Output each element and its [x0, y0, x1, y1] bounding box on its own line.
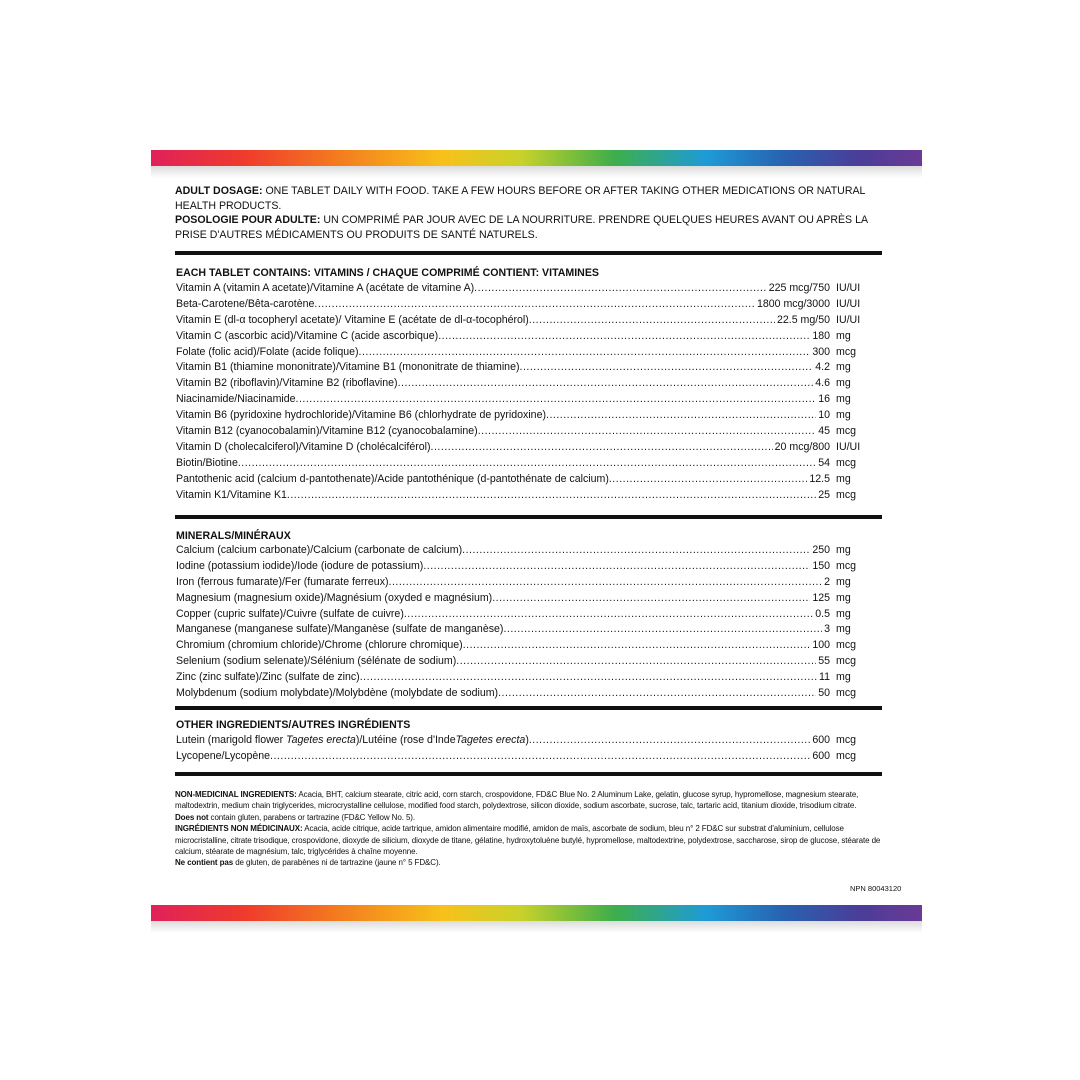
list-item — [176, 575, 870, 591]
ingredient-unit: mcg — [836, 345, 857, 358]
dot-leader — [270, 749, 810, 765]
ingredient-amount: 180 — [812, 329, 830, 342]
ingredient-name: Calcium (calcium carbonate)/Calcium (carbonate de calcium) — [176, 544, 463, 556]
ingredient-name: Chromium (chromium chloride)/Chrome (chlorure chromique) — [176, 639, 463, 652]
list-item — [176, 360, 870, 376]
ingredient-unit: IU/UI — [836, 440, 861, 453]
ingredient-unit: mg — [836, 671, 851, 684]
ingredient-name: Vitamin D (cholecalciferol)/Vitamine D (cholécalciférol) — [176, 440, 431, 453]
list-item — [176, 392, 870, 408]
ingredient-unit: mg — [836, 591, 851, 604]
ingredient-unit: mg — [836, 544, 851, 556]
dot-leader — [287, 488, 816, 504]
ingredient-name: Magnesium (magnesium oxide)/Magnésium (oxyded e magnésium) — [176, 591, 493, 604]
list-item-lycopene — [176, 749, 870, 765]
ingredient-unit: mg — [836, 377, 851, 390]
list-item — [176, 456, 870, 472]
dot-leader — [456, 654, 816, 670]
list-item-lutein — [176, 733, 870, 749]
dot-leader — [462, 543, 810, 559]
ingredient-unit: mcg — [836, 488, 857, 501]
list-item — [176, 376, 870, 392]
dosage-en-text: ONE TABLET DAILY WITH FOOD. TAKE A FEW HOURS BEFORE OR AFTER TAKING OTHER MEDICATIONS OR NATURAL HEALTH PRODUCTS. — [175, 185, 866, 212]
ingredient-unit: mg — [836, 409, 851, 422]
dot-leader — [546, 408, 816, 424]
ingredient-name: Lycopene/Lycopène — [176, 749, 271, 762]
ingredient-amount: 16 — [818, 393, 830, 406]
ingredient-unit: mg — [836, 329, 851, 342]
dot-leader — [404, 607, 813, 623]
ingredient-amount: 1800 mcg/3000 — [756, 297, 830, 310]
nmi-en: NON-MEDICINAL INGREDIENTS: Acacia, BHT, calcium stearate, citric acid, corn starch, crospovidone, FD&C Blue No. 2 Aluminum Lake, gelatin, glucose syrup, hypromellose, magnesium stearate, maltodextrin, medium chain triglycerides, microcrystalline cellulose, modified food starch, polydextrose, silicon dioxide, sodium ascorbate, sucrose, talc, tartaric acid, titanium dioxide, trisodium citrate. — [175, 790, 859, 811]
dosage-fr-label: POSOLOGIE POUR ADULTE: — [175, 214, 321, 227]
ingredient-name: Selenium (sodium selenate)/Sélénium (sélénate de sodium) — [176, 655, 457, 668]
ingredient-name: Folate (folic acid)/Folate (acide folique) — [176, 345, 359, 358]
dot-leader — [474, 281, 767, 297]
ingredient-unit: mg — [836, 623, 851, 636]
ingredient-amount: 50 — [818, 687, 830, 700]
ingredient-amount: 250 — [812, 544, 830, 556]
dot-leader — [438, 329, 810, 345]
dot-leader — [359, 345, 811, 361]
minerals-heading: MINERALS/MINÉRAUX — [176, 530, 291, 542]
ingredient-amount: 11 — [819, 671, 830, 684]
ingredient-unit: IU/UI — [836, 282, 861, 294]
dot-leader — [609, 472, 808, 488]
list-item — [176, 559, 870, 575]
ingredient-name: Vitamin E (dl-α tocopheryl acetate)/ Vitamine E (acétate de dl-α-tocophérol) — [176, 313, 529, 326]
ingredient-unit: mg — [836, 472, 851, 485]
ingredient-unit: mcg — [836, 734, 857, 746]
dot-leader — [423, 559, 810, 575]
ingredient-amount: 600 — [812, 734, 830, 746]
list-item — [176, 408, 870, 424]
divider-rule — [175, 772, 882, 776]
list-item — [176, 472, 870, 488]
list-item — [176, 424, 870, 440]
ingredient-amount: 0.5 — [815, 607, 830, 620]
dot-leader — [238, 456, 816, 472]
ingredient-unit: mg — [836, 361, 851, 374]
dosage-en-label: ADULT DOSAGE: — [175, 185, 263, 197]
dot-leader — [503, 622, 822, 638]
list-item — [176, 488, 870, 504]
ingredient-amount: 54 — [818, 456, 830, 469]
ingredient-name: Pantothenic acid (calcium d-pantothenate)/Acide pantothénique (d-pantothénate de calcium) — [176, 472, 609, 485]
ingredient-amount: 150 — [812, 559, 830, 572]
dot-leader — [296, 392, 817, 408]
ingredient-unit: mg — [836, 607, 851, 620]
does-not-contain-fr: Ne contient pas de gluten, de parabènes ni de tartrazine (jaune n° 5 FD&C). — [175, 858, 441, 868]
ingredient-name: Vitamin A (vitamin A acetate)/Vitamine A (acétate de vitamine A) — [176, 282, 475, 294]
list-item — [176, 591, 870, 607]
dot-leader — [431, 440, 773, 456]
ingredient-unit: mcg — [836, 425, 857, 438]
ingredient-amount: 2 — [824, 575, 830, 588]
list-item — [176, 281, 870, 297]
ingredient-unit: mg — [836, 575, 851, 588]
ingredient-amount: 225 mcg/750 — [768, 282, 830, 294]
rainbow-band-bottom — [151, 905, 922, 921]
rainbow-band-top — [151, 150, 922, 166]
does-not-contain-en: Does not contain gluten, parabens or tartrazine (FD&C Yellow No. 5). — [175, 812, 415, 822]
list-item — [176, 622, 870, 638]
dot-leader — [398, 376, 814, 392]
ingredient-name: Biotin/Biotine — [176, 456, 238, 469]
list-item — [176, 543, 870, 559]
ingredient-name: Vitamin C (ascorbic acid)/Vitamine C (acide ascorbique) — [176, 329, 439, 342]
ingredient-unit: mg — [836, 393, 851, 406]
minerals-list — [176, 543, 870, 702]
list-item — [176, 345, 870, 361]
vitamins-heading: EACH TABLET CONTAINS: VITAMINS / CHAQUE COMPRIMÉ CONTIENT: VITAMINES — [176, 267, 599, 279]
ingredient-name: Beta-Carotene/Bêta-carotène — [176, 297, 315, 310]
dosage-fr-text: UN COMPRIMÉ PAR JOUR AVEC DE LA NOURRITURE. PRENDRE QUELQUES HEURES AVANT OU APRÈS LA PRISE D'AUTRES MÉDICAMENTS OU PRODUITS DE SANTÉ NATURELS. — [175, 214, 868, 241]
dot-leader — [478, 424, 817, 440]
non-medicinal-ingredients — [175, 789, 895, 869]
ingredient-name: Zinc (zinc sulfate)/Zinc (sulfate de zinc) — [176, 671, 360, 684]
ingredient-name: Lutein (marigold flower Tagetes erecta)/Lutéine (rose d'IndeTagetes erecta) — [176, 734, 529, 746]
dot-leader — [389, 575, 823, 591]
dosage-fr — [175, 213, 881, 242]
ingredient-amount: 4.6 — [815, 377, 830, 390]
ingredient-name: Molybdenum (sodium molybdate)/Molybdène (molybdate de sodium) — [176, 687, 499, 700]
dot-leader — [463, 638, 811, 654]
ingredient-amount: 12.5 — [809, 472, 830, 485]
ingredient-amount: 125 — [812, 591, 830, 604]
ingredient-amount: 100 — [812, 639, 830, 652]
dot-leader — [314, 297, 755, 313]
list-item — [176, 638, 870, 654]
ingredient-amount: 22.5 mg/50 — [776, 313, 830, 326]
npn-number: NPN 80043120 — [850, 884, 902, 893]
other-list — [176, 733, 870, 765]
list-item — [176, 654, 870, 670]
other-heading: OTHER INGREDIENTS/AUTRES INGRÉDIENTS — [176, 719, 411, 731]
ingredient-unit: mcg — [836, 559, 857, 572]
ingredient-amount: 10 — [818, 409, 830, 422]
list-item — [176, 313, 870, 329]
ingredient-unit: mcg — [836, 456, 857, 469]
list-item — [176, 329, 870, 345]
divider-rule — [175, 515, 882, 519]
ingredient-amount: 300 — [812, 345, 830, 358]
dot-leader — [492, 591, 810, 607]
ingredient-name: Vitamin K1/Vitamine K1 — [176, 488, 287, 501]
dosage-block — [175, 184, 881, 242]
ingredient-name: Vitamin B1 (thiamine mononitrate)/Vitamine B1 (mononitrate de thiamine) — [176, 361, 520, 374]
list-item — [176, 607, 870, 623]
ingredient-unit: IU/UI — [836, 313, 861, 326]
list-item — [176, 297, 870, 313]
ingredient-name: Iodine (potassium iodide)/Iode (iodure de potassium) — [176, 559, 424, 572]
nmi-fr: INGRÉDIENTS NON MÉDICINAUX: Acacia, acide citrique, acide tartrique, amidon alimentaire modifié, amidon de maïs, ascorbate de sodium, bleu n° 2 FD&C sur substrat d'aluminium, cellulose microcristalline, citrate trisodique, crospovidone, dioxyde de silicium, dioxyde de titane, gélatine, hydroxytoluène butylé, hypromellose, maltodextrine, polydextrose, saccharose, sirop de glucose, stéarate de calcium, stéarate de magnésium, talc, triglycérides à chaîne moyenne. — [175, 824, 881, 857]
divider-rule — [175, 251, 882, 255]
ingredient-name: Copper (cupric sulfate)/Cuivre (sulfate de cuivre) — [176, 607, 404, 620]
ingredient-name: Iron (ferrous fumarate)/Fer (fumarate ferreux) — [176, 575, 389, 588]
ingredient-unit: mcg — [836, 749, 857, 762]
ingredient-name: Vitamin B2 (riboflavin)/Vitamine B2 (riboflavine) — [176, 377, 398, 390]
vitamins-list — [176, 281, 870, 503]
ingredient-amount: 3 — [824, 623, 830, 636]
ingredient-name: Manganese (manganese sulfate)/Manganèse (sulfate de manganèse) — [176, 623, 504, 636]
ingredient-amount: 20 mcg/800 — [774, 440, 830, 453]
dot-leader — [360, 670, 817, 686]
list-item — [176, 670, 870, 686]
ingredient-name: Vitamin B6 (pyridoxine hydrochloride)/Vitamine B6 (chlorhydrate de pyridoxine) — [176, 409, 546, 422]
dot-leader — [529, 313, 775, 329]
ingredient-unit: IU/UI — [836, 297, 861, 310]
ingredient-unit: mcg — [836, 639, 857, 652]
list-item — [176, 686, 870, 702]
dot-leader — [520, 360, 814, 376]
dot-leader — [498, 686, 816, 702]
ingredient-unit: mcg — [836, 687, 857, 700]
ingredient-amount: 600 — [812, 749, 830, 762]
ingredient-name: Niacinamide/Niacinamide — [176, 393, 296, 406]
ingredient-name: Vitamin B12 (cyanocobalamin)/Vitamine B12 (cyanocobalamine) — [176, 425, 478, 438]
ingredient-unit: mcg — [836, 655, 857, 668]
ingredient-amount: 4.2 — [815, 361, 830, 374]
list-item — [176, 440, 870, 456]
divider-rule — [175, 706, 882, 710]
ingredient-amount: 55 — [818, 655, 830, 668]
ingredient-amount: 25 — [818, 488, 830, 501]
ingredient-amount: 45 — [818, 425, 830, 438]
dot-leader — [529, 733, 810, 749]
dosage-en — [175, 184, 881, 213]
